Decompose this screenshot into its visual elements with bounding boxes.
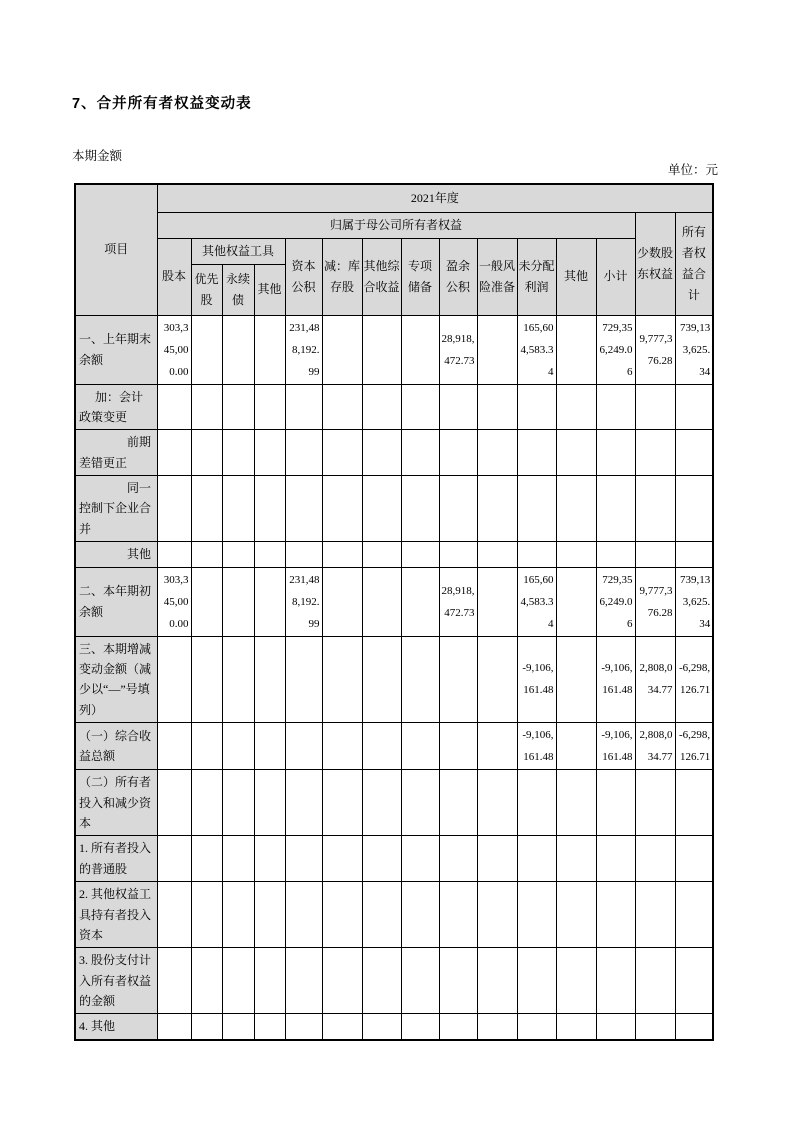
value-cell (191, 476, 222, 542)
table-row (75, 636, 713, 723)
value-cell (157, 723, 191, 770)
value-cell (191, 1014, 222, 1040)
value-cell (439, 1014, 477, 1040)
row-label: 三、本期增减变动金额（减少以“—”号填列） (75, 636, 157, 723)
table-row (75, 1014, 713, 1040)
value-cell (254, 430, 285, 476)
value-cell (254, 836, 285, 882)
header-share-capital: 股本 (157, 238, 191, 315)
header-minority-interest: 少数股东权益 (635, 212, 675, 315)
value-cell (157, 542, 191, 567)
value-cell (222, 882, 254, 948)
value-cell: 165,604,583.34 (517, 567, 556, 636)
value-cell (596, 948, 635, 1014)
value-cell (635, 836, 675, 882)
header-parent-group: 归属于母公司所有者权益 (157, 212, 635, 238)
row-label: 4. 其他 (75, 1014, 157, 1040)
value-cell (517, 1014, 556, 1040)
value-cell (322, 770, 362, 836)
value-cell (322, 567, 362, 636)
row-label: 2. 其他权益工具持有者投入资本 (75, 882, 157, 948)
table-header (75, 184, 713, 315)
row-label: （二）所有者投入和减少资本 (75, 770, 157, 836)
table-row (75, 836, 713, 882)
value-cell (401, 542, 439, 567)
table-row (75, 384, 713, 430)
value-cell (157, 770, 191, 836)
value-cell (439, 948, 477, 1014)
table-row (75, 542, 713, 567)
value-cell: 231,488,192.99 (285, 315, 322, 384)
value-cell (254, 476, 285, 542)
value-cell (556, 948, 596, 1014)
value-cell (439, 770, 477, 836)
value-cell (477, 476, 517, 542)
value-cell (401, 384, 439, 430)
value-cell: -6,298,126.71 (675, 636, 713, 723)
value-cell (157, 384, 191, 430)
value-cell (477, 1014, 517, 1040)
value-cell (556, 476, 596, 542)
section-title: 7、合并所有者权益变动表 (72, 96, 252, 112)
row-label: 3. 股份支付计入所有者权益的金额 (75, 948, 157, 1014)
value-cell (556, 430, 596, 476)
value-cell (222, 723, 254, 770)
value-cell (675, 770, 713, 836)
value-cell (596, 542, 635, 567)
value-cell (285, 1014, 322, 1040)
value-cell (285, 636, 322, 723)
value-cell (517, 542, 556, 567)
value-cell (322, 1014, 362, 1040)
value-cell (635, 1014, 675, 1040)
header-less-treasury-stock: 减：库存股 (322, 238, 362, 315)
value-cell (517, 836, 556, 882)
value-cell (401, 1014, 439, 1040)
value-cell: 28,918,472.73 (439, 315, 477, 384)
value-cell (401, 567, 439, 636)
value-cell (322, 948, 362, 1014)
value-cell (157, 636, 191, 723)
value-cell (322, 315, 362, 384)
value-cell (556, 542, 596, 567)
value-cell (322, 476, 362, 542)
value-cell (439, 723, 477, 770)
header-row-columns (75, 238, 713, 264)
value-cell: -6,298,126.71 (675, 723, 713, 770)
header-oei-other: 其他 (254, 264, 285, 315)
value-cell (191, 770, 222, 836)
value-cell (477, 948, 517, 1014)
value-cell: 729,356,249.06 (596, 567, 635, 636)
value-cell (157, 476, 191, 542)
header-other: 其他 (556, 238, 596, 315)
value-cell (401, 476, 439, 542)
value-cell (635, 882, 675, 948)
value-cell (191, 430, 222, 476)
value-cell (596, 1014, 635, 1040)
value-cell (362, 1014, 401, 1040)
value-cell (362, 770, 401, 836)
value-cell (222, 384, 254, 430)
value-cell (322, 542, 362, 567)
value-cell (285, 882, 322, 948)
value-cell (362, 315, 401, 384)
value-cell (675, 882, 713, 948)
value-cell (254, 542, 285, 567)
value-cell (285, 430, 322, 476)
value-cell (556, 384, 596, 430)
value-cell (635, 476, 675, 542)
value-cell (675, 384, 713, 430)
header-total-equity: 所有者权益合计 (675, 212, 713, 315)
value-cell (222, 476, 254, 542)
row-label: 其他 (75, 542, 157, 567)
value-cell (401, 723, 439, 770)
value-cell (401, 315, 439, 384)
header-perpetual-bonds: 永续债 (222, 264, 254, 315)
value-cell (477, 384, 517, 430)
value-cell (285, 948, 322, 1014)
value-cell: -9,106,161.48 (596, 723, 635, 770)
value-cell (362, 384, 401, 430)
value-cell (439, 430, 477, 476)
table-row (75, 948, 713, 1014)
value-cell (322, 836, 362, 882)
value-cell: 729,356,249.06 (596, 315, 635, 384)
header-surplus-reserve: 盈余公积 (439, 238, 477, 315)
value-cell (362, 542, 401, 567)
value-cell (556, 315, 596, 384)
value-cell (635, 384, 675, 430)
table-row (75, 315, 713, 384)
header-capital-reserve: 资本公积 (285, 238, 322, 315)
value-cell (222, 770, 254, 836)
value-cell (157, 1014, 191, 1040)
value-cell (285, 542, 322, 567)
header-other-equity-instruments: 其他权益工具 (191, 238, 285, 264)
value-cell (191, 542, 222, 567)
value-cell (439, 542, 477, 567)
value-cell (254, 1014, 285, 1040)
row-label: 1. 所有者投入的普通股 (75, 836, 157, 882)
value-cell (477, 836, 517, 882)
value-cell (191, 384, 222, 430)
value-cell (362, 948, 401, 1014)
value-cell (362, 476, 401, 542)
value-cell (517, 384, 556, 430)
row-label: 一、上年期末余额 (75, 315, 157, 384)
value-cell (517, 430, 556, 476)
row-label: 前期差错更正 (75, 430, 157, 476)
value-cell (191, 836, 222, 882)
value-cell (222, 567, 254, 636)
value-cell (191, 882, 222, 948)
value-cell (556, 723, 596, 770)
table-row (75, 476, 713, 542)
value-cell (222, 1014, 254, 1040)
equity-change-table (74, 183, 714, 1041)
value-cell (439, 384, 477, 430)
value-cell (222, 836, 254, 882)
value-cell (635, 430, 675, 476)
value-cell (222, 430, 254, 476)
value-cell (401, 770, 439, 836)
table-row (75, 567, 713, 636)
value-cell (254, 384, 285, 430)
value-cell: 739,133,625.34 (675, 315, 713, 384)
value-cell (556, 567, 596, 636)
value-cell (675, 476, 713, 542)
value-cell (556, 770, 596, 836)
value-cell (222, 542, 254, 567)
equity-table-body (75, 315, 713, 1040)
value-cell (285, 384, 322, 430)
value-cell (401, 948, 439, 1014)
value-cell: 739,133,625.34 (675, 567, 713, 636)
value-cell (401, 636, 439, 723)
value-cell: 2,808,034.77 (635, 723, 675, 770)
row-label: （一）综合收益总额 (75, 723, 157, 770)
value-cell (635, 542, 675, 567)
value-cell: 231,488,192.99 (285, 567, 322, 636)
header-year: 2021年度 (157, 184, 713, 212)
header-preferred-shares: 优先股 (191, 264, 222, 315)
value-cell (362, 723, 401, 770)
value-cell (254, 315, 285, 384)
value-cell (322, 723, 362, 770)
value-cell (322, 384, 362, 430)
value-cell (362, 567, 401, 636)
value-cell (517, 882, 556, 948)
value-cell (362, 836, 401, 882)
row-label: 二、本年期初余额 (75, 567, 157, 636)
value-cell (675, 430, 713, 476)
value-cell (401, 430, 439, 476)
value-cell (254, 723, 285, 770)
value-cell (254, 882, 285, 948)
value-cell (596, 770, 635, 836)
value-cell (439, 476, 477, 542)
value-cell (635, 948, 675, 1014)
value-cell: 165,604,583.34 (517, 315, 556, 384)
value-cell (439, 882, 477, 948)
value-cell (285, 723, 322, 770)
value-cell (191, 948, 222, 1014)
header-other-comprehensive-income: 其他综合收益 (362, 238, 401, 315)
value-cell (477, 770, 517, 836)
value-cell (191, 315, 222, 384)
unit-label: 单位：元 (667, 163, 718, 177)
header-general-risk-reserve: 一般风险准备 (477, 238, 517, 315)
value-cell (157, 836, 191, 882)
value-cell (517, 476, 556, 542)
value-cell: 303,345,000.00 (157, 315, 191, 384)
value-cell (477, 430, 517, 476)
value-cell (439, 636, 477, 723)
value-cell (362, 636, 401, 723)
value-cell (477, 636, 517, 723)
value-cell (362, 882, 401, 948)
value-cell (322, 430, 362, 476)
row-label: 加：会计政策变更 (75, 384, 157, 430)
value-cell (222, 636, 254, 723)
value-cell (191, 567, 222, 636)
value-cell (222, 315, 254, 384)
value-cell: 303,345,000.00 (157, 567, 191, 636)
value-cell (322, 636, 362, 723)
value-cell: 28,918,472.73 (439, 567, 477, 636)
value-cell (477, 723, 517, 770)
value-cell: 2,808,034.77 (635, 636, 675, 723)
value-cell: 9,777,376.28 (635, 567, 675, 636)
value-cell (477, 542, 517, 567)
value-cell (477, 315, 517, 384)
header-row-group (75, 212, 713, 238)
value-cell (675, 542, 713, 567)
value-cell (322, 882, 362, 948)
value-cell (477, 567, 517, 636)
value-cell (157, 430, 191, 476)
header-row-year (75, 184, 713, 212)
value-cell: 9,777,376.28 (635, 315, 675, 384)
header-undistributed-profit: 未分配利润 (517, 238, 556, 315)
value-cell (556, 836, 596, 882)
value-cell (191, 636, 222, 723)
value-cell (596, 430, 635, 476)
period-subtitle: 本期金额 (72, 149, 123, 163)
value-cell (191, 723, 222, 770)
header-item: 项目 (75, 184, 157, 315)
value-cell (596, 476, 635, 542)
table-row (75, 770, 713, 836)
value-cell (362, 430, 401, 476)
value-cell (596, 882, 635, 948)
value-cell (401, 882, 439, 948)
value-cell (254, 948, 285, 1014)
row-label: 同一控制下企业合并 (75, 476, 157, 542)
value-cell (596, 384, 635, 430)
value-cell (675, 1014, 713, 1040)
value-cell (157, 882, 191, 948)
value-cell (254, 567, 285, 636)
value-cell (477, 882, 517, 948)
value-cell (254, 636, 285, 723)
value-cell (254, 770, 285, 836)
value-cell (285, 770, 322, 836)
value-cell (222, 948, 254, 1014)
value-cell (675, 948, 713, 1014)
value-cell: -9,106,161.48 (596, 636, 635, 723)
header-special-reserve: 专项储备 (401, 238, 439, 315)
value-cell (675, 836, 713, 882)
value-cell (556, 882, 596, 948)
value-cell (635, 770, 675, 836)
value-cell (556, 1014, 596, 1040)
value-cell (401, 836, 439, 882)
value-cell (517, 948, 556, 1014)
table-row (75, 723, 713, 770)
value-cell: -9,106,161.48 (517, 723, 556, 770)
table-row (75, 430, 713, 476)
table-row (75, 882, 713, 948)
value-cell: -9,106,161.48 (517, 636, 556, 723)
value-cell (285, 836, 322, 882)
value-cell (556, 636, 596, 723)
value-cell (285, 476, 322, 542)
value-cell (517, 770, 556, 836)
header-subtotal: 小计 (596, 238, 635, 315)
value-cell (157, 948, 191, 1014)
value-cell (439, 836, 477, 882)
value-cell (596, 836, 635, 882)
